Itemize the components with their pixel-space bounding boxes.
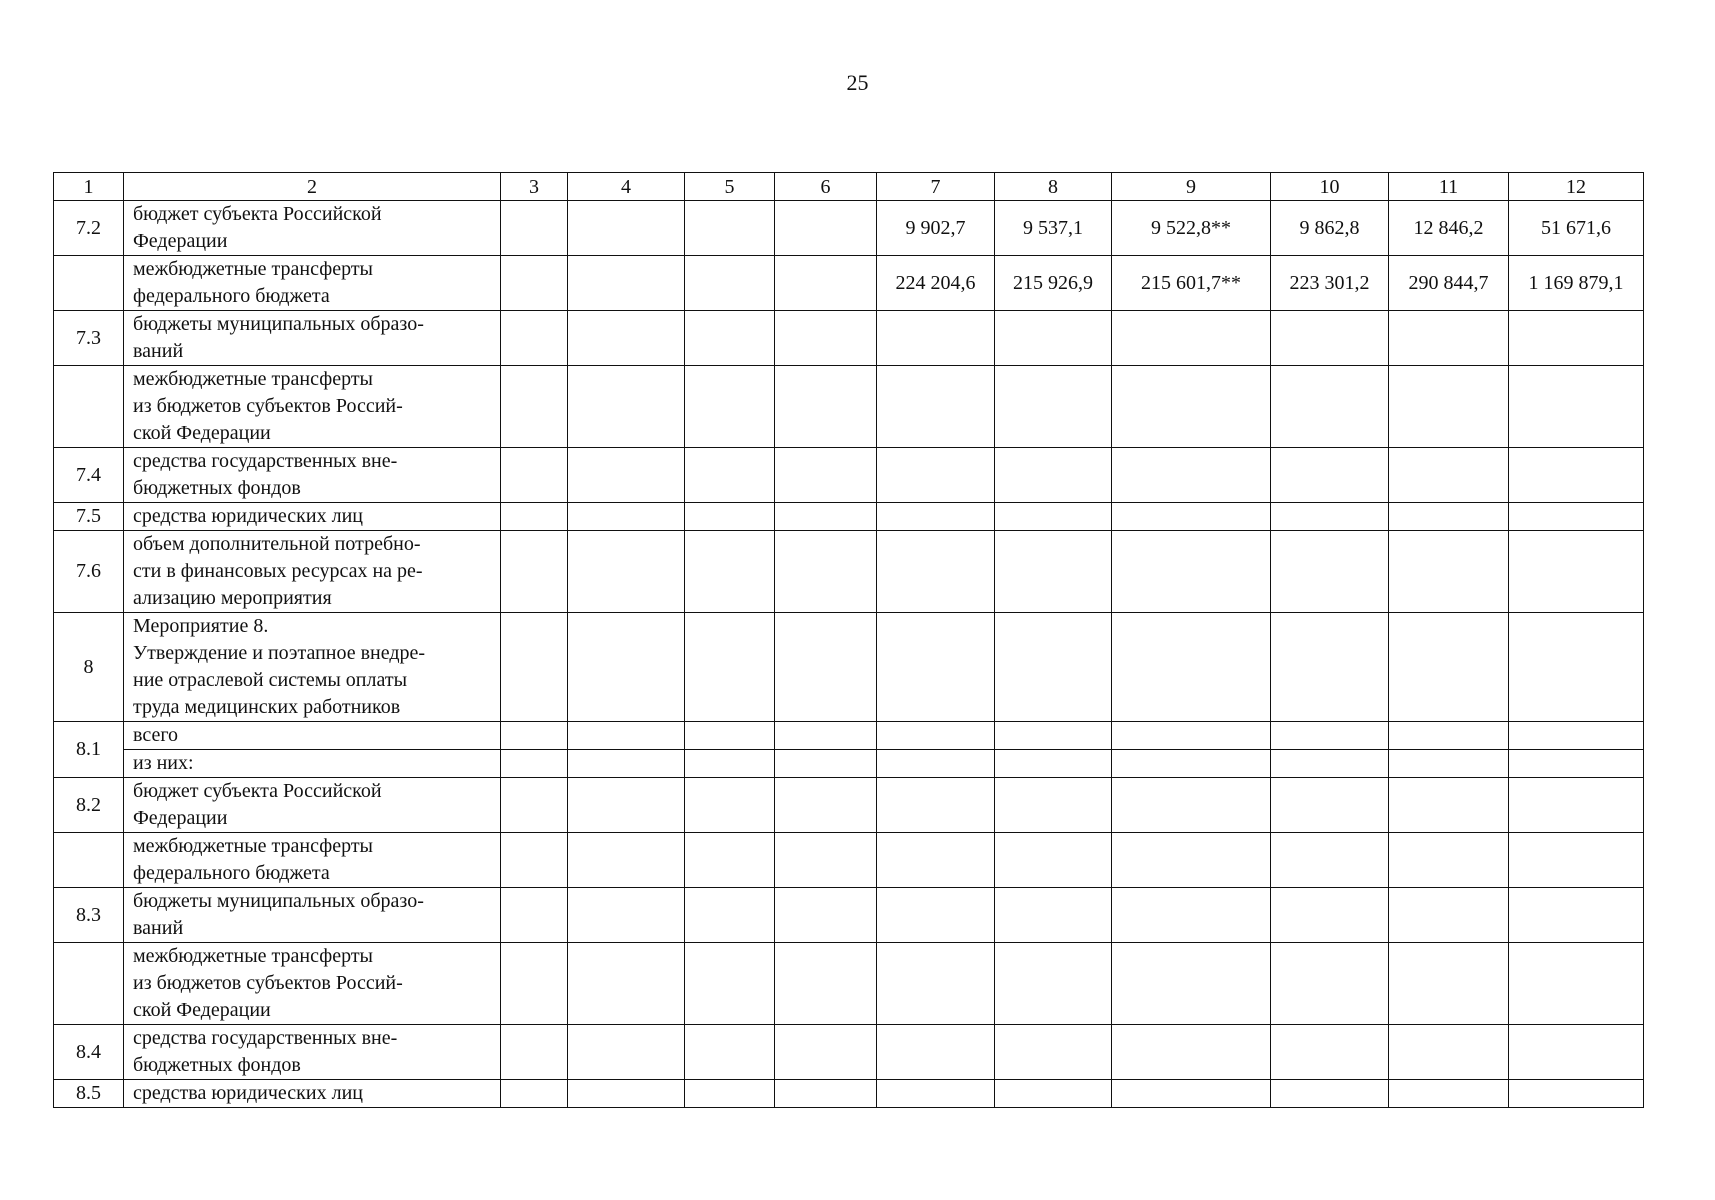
value-cell-col-6 [775,943,877,1025]
value-cell-col-12 [1509,448,1644,503]
row-label-cell: средства государственных вне- бюджетных фондов [124,1025,501,1080]
column-header-1: 1 [54,173,124,201]
value-cell-col-11 [1389,750,1509,778]
row-number-cell: 7.2 [54,201,124,256]
value-cell-col-4 [568,503,685,531]
value-cell-col-9 [1112,503,1271,531]
row-number-cell [54,833,124,888]
value-cell-col-8 [995,888,1112,943]
value-cell-col-3 [501,531,568,613]
value-cell-col-10 [1271,531,1389,613]
value-cell-col-8 [995,366,1112,448]
column-header-5: 5 [685,173,775,201]
value-cell-col-5 [685,778,775,833]
value-cell-col-10 [1271,888,1389,943]
table-row [54,1080,1644,1108]
value-cell-col-4 [568,613,685,722]
value-cell-col-11 [1389,778,1509,833]
value-cell-col-7 [877,503,995,531]
column-header-12: 12 [1509,173,1644,201]
value-cell-col-12 [1509,943,1644,1025]
column-header-8: 8 [995,173,1112,201]
row-label-cell: межбюджетные трансферты из бюджетов субъектов Россий- ской Федерации [124,943,501,1025]
value-cell-col-4 [568,1080,685,1108]
value-cell-col-4 [568,1025,685,1080]
value-cell-col-3 [501,722,568,750]
value-cell-col-3 [501,943,568,1025]
value-cell-col-11: 12 846,2 [1389,201,1509,256]
value-cell-col-8 [995,448,1112,503]
row-label-cell: межбюджетные трансферты федерального бюджета [124,833,501,888]
value-cell-col-12 [1509,1080,1644,1108]
table-row [54,448,1644,503]
value-cell-col-7 [877,1080,995,1108]
value-cell-col-4 [568,531,685,613]
value-cell-col-7 [877,722,995,750]
value-cell-col-5 [685,722,775,750]
value-cell-col-9 [1112,448,1271,503]
row-number-cell: 8.4 [54,1025,124,1080]
value-cell-col-11 [1389,311,1509,366]
row-label-cell: бюджет субъекта Российской Федерации [124,778,501,833]
value-cell-col-9: 9 522,8** [1112,201,1271,256]
value-cell-col-3 [501,503,568,531]
value-cell-col-10 [1271,1080,1389,1108]
value-cell-col-9: 215 601,7** [1112,256,1271,311]
value-cell-col-7 [877,750,995,778]
value-cell-col-9 [1112,888,1271,943]
value-cell-col-6 [775,1025,877,1080]
value-cell-col-5 [685,1025,775,1080]
value-cell-col-8 [995,750,1112,778]
value-cell-col-6 [775,722,877,750]
value-cell-col-10: 223 301,2 [1271,256,1389,311]
row-number-cell: 8.3 [54,888,124,943]
row-number-cell: 7.6 [54,531,124,613]
value-cell-col-12 [1509,833,1644,888]
value-cell-col-11 [1389,613,1509,722]
value-cell-col-7 [877,778,995,833]
value-cell-col-8 [995,531,1112,613]
value-cell-col-4 [568,448,685,503]
row-label-cell: бюджет субъекта Российской Федерации [124,201,501,256]
value-cell-col-7 [877,888,995,943]
value-cell-col-3 [501,201,568,256]
value-cell-col-7 [877,311,995,366]
value-cell-col-10: 9 862,8 [1271,201,1389,256]
table-row [54,722,1644,750]
value-cell-col-10 [1271,1025,1389,1080]
value-cell-col-5 [685,311,775,366]
column-header-9: 9 [1112,173,1271,201]
value-cell-col-4 [568,256,685,311]
value-cell-col-5 [685,613,775,722]
value-cell-col-7 [877,531,995,613]
value-cell-col-3 [501,1025,568,1080]
value-cell-col-9 [1112,833,1271,888]
value-cell-col-9 [1112,722,1271,750]
value-cell-col-6 [775,256,877,311]
page-number: 25 [846,70,869,95]
table-row [54,778,1644,833]
value-cell-col-10 [1271,613,1389,722]
value-cell-col-12 [1509,531,1644,613]
value-cell-col-12 [1509,613,1644,722]
row-number-cell: 7.4 [54,448,124,503]
table-row [54,750,1644,778]
value-cell-col-3 [501,256,568,311]
value-cell-col-12 [1509,366,1644,448]
value-cell-col-7 [877,613,995,722]
value-cell-col-5 [685,888,775,943]
table-row [54,503,1644,531]
value-cell-col-11 [1389,888,1509,943]
value-cell-col-9 [1112,531,1271,613]
table-row [54,256,1644,311]
value-cell-col-7 [877,1025,995,1080]
value-cell-col-5 [685,366,775,448]
value-cell-col-11 [1389,833,1509,888]
value-cell-col-9 [1112,750,1271,778]
value-cell-col-3 [501,1080,568,1108]
row-label-cell: бюджеты муниципальных образо- ваний [124,311,501,366]
value-cell-col-6 [775,613,877,722]
value-cell-col-10 [1271,503,1389,531]
row-label-cell: объем дополнительной потребно- сти в финансовых ресурсах на ре- ализацию мероприятия [124,531,501,613]
row-label-cell: Мероприятие 8. Утверждение и поэтапное внедре- ние отраслевой системы оплаты труда медицинских работников [124,613,501,722]
value-cell-col-12 [1509,888,1644,943]
row-number-cell [54,366,124,448]
row-number-cell: 8.5 [54,1080,124,1108]
value-cell-col-10 [1271,750,1389,778]
value-cell-col-10 [1271,943,1389,1025]
value-cell-col-12: 51 671,6 [1509,201,1644,256]
value-cell-col-4 [568,311,685,366]
value-cell-col-9 [1112,778,1271,833]
value-cell-col-9 [1112,311,1271,366]
value-cell-col-11 [1389,366,1509,448]
value-cell-col-3 [501,888,568,943]
value-cell-col-11: 290 844,7 [1389,256,1509,311]
row-number-cell: 8.1 [54,722,124,778]
value-cell-col-5 [685,833,775,888]
column-header-11: 11 [1389,173,1509,201]
row-label-cell: всего [124,722,501,750]
value-cell-col-5 [685,531,775,613]
row-label-cell: бюджеты муниципальных образо- ваний [124,888,501,943]
value-cell-col-6 [775,503,877,531]
row-label-cell: межбюджетные трансферты из бюджетов субъектов Россий- ской Федерации [124,366,501,448]
value-cell-col-5 [685,1080,775,1108]
value-cell-col-8 [995,943,1112,1025]
value-cell-col-8 [995,503,1112,531]
value-cell-col-4 [568,888,685,943]
value-cell-col-4 [568,366,685,448]
value-cell-col-12 [1509,722,1644,750]
value-cell-col-11 [1389,531,1509,613]
value-cell-col-8 [995,722,1112,750]
table-row [54,531,1644,613]
row-number-cell: 8 [54,613,124,722]
row-number-cell [54,943,124,1025]
value-cell-col-10 [1271,778,1389,833]
value-cell-col-3 [501,366,568,448]
value-cell-col-9 [1112,1080,1271,1108]
row-number-cell: 7.3 [54,311,124,366]
row-number-cell: 7.5 [54,503,124,531]
value-cell-col-4 [568,943,685,1025]
table-header [54,173,1644,201]
row-label-cell: средства юридических лиц [124,1080,501,1108]
value-cell-col-3 [501,613,568,722]
value-cell-col-11 [1389,448,1509,503]
value-cell-col-4 [568,750,685,778]
value-cell-col-8 [995,1025,1112,1080]
row-label-cell: средства государственных вне- бюджетных фондов [124,448,501,503]
value-cell-col-6 [775,201,877,256]
table-row [54,943,1644,1025]
value-cell-col-7 [877,833,995,888]
value-cell-col-5 [685,256,775,311]
financing-table [53,172,1644,1108]
value-cell-col-5 [685,201,775,256]
value-cell-col-11 [1389,503,1509,531]
table-row [54,366,1644,448]
value-cell-col-7: 9 902,7 [877,201,995,256]
value-cell-col-11 [1389,943,1509,1025]
value-cell-col-3 [501,311,568,366]
column-header-6: 6 [775,173,877,201]
value-cell-col-5 [685,448,775,503]
row-label-cell: из них: [124,750,501,778]
row-label-cell: межбюджетные трансферты федерального бюджета [124,256,501,311]
value-cell-col-6 [775,888,877,943]
table-row [54,201,1644,256]
value-cell-col-7 [877,448,995,503]
value-cell-col-9 [1112,943,1271,1025]
value-cell-col-5 [685,503,775,531]
value-cell-col-11 [1389,1080,1509,1108]
table-row [54,833,1644,888]
value-cell-col-6 [775,778,877,833]
value-cell-col-12 [1509,1025,1644,1080]
value-cell-col-6 [775,448,877,503]
value-cell-col-10 [1271,366,1389,448]
value-cell-col-8 [995,778,1112,833]
value-cell-col-6 [775,311,877,366]
value-cell-col-4 [568,722,685,750]
header-row [54,173,1644,201]
value-cell-col-8: 9 537,1 [995,201,1112,256]
table-body [54,201,1644,1108]
row-label-cell: средства юридических лиц [124,503,501,531]
value-cell-col-3 [501,778,568,833]
value-cell-col-7 [877,366,995,448]
value-cell-col-5 [685,943,775,1025]
column-header-4: 4 [568,173,685,201]
value-cell-col-6 [775,531,877,613]
value-cell-col-3 [501,750,568,778]
table-row [54,1025,1644,1080]
value-cell-col-10 [1271,833,1389,888]
value-cell-col-12 [1509,750,1644,778]
value-cell-col-6 [775,366,877,448]
value-cell-col-12 [1509,503,1644,531]
table-row [54,311,1644,366]
value-cell-col-5 [685,750,775,778]
value-cell-col-3 [501,448,568,503]
value-cell-col-6 [775,833,877,888]
value-cell-col-10 [1271,722,1389,750]
value-cell-col-11 [1389,722,1509,750]
column-header-3: 3 [501,173,568,201]
value-cell-col-8 [995,613,1112,722]
column-header-10: 10 [1271,173,1389,201]
value-cell-col-4 [568,833,685,888]
row-number-cell: 8.2 [54,778,124,833]
value-cell-col-8 [995,311,1112,366]
value-cell-col-9 [1112,1025,1271,1080]
value-cell-col-7 [877,943,995,1025]
column-header-7: 7 [877,173,995,201]
value-cell-col-8 [995,833,1112,888]
row-number-cell [54,256,124,311]
value-cell-col-12 [1509,778,1644,833]
value-cell-col-4 [568,201,685,256]
value-cell-col-9 [1112,613,1271,722]
value-cell-col-3 [501,833,568,888]
value-cell-col-7: 224 204,6 [877,256,995,311]
value-cell-col-9 [1112,366,1271,448]
value-cell-col-12: 1 169 879,1 [1509,256,1644,311]
table-row [54,888,1644,943]
value-cell-col-12 [1509,311,1644,366]
table-row [54,613,1644,722]
value-cell-col-6 [775,1080,877,1108]
value-cell-col-6 [775,750,877,778]
value-cell-col-4 [568,778,685,833]
value-cell-col-8: 215 926,9 [995,256,1112,311]
value-cell-col-11 [1389,1025,1509,1080]
value-cell-col-10 [1271,448,1389,503]
column-header-2: 2 [124,173,501,201]
value-cell-col-10 [1271,311,1389,366]
value-cell-col-8 [995,1080,1112,1108]
